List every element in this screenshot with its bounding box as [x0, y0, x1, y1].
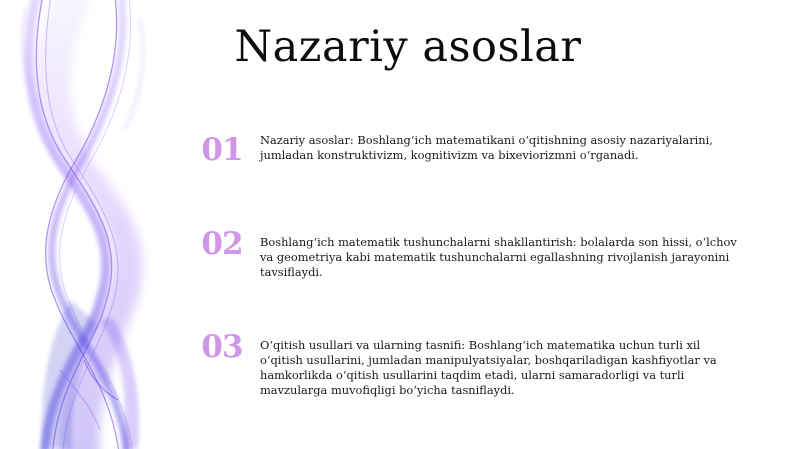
item-text: O‘qitish usullari va ularning tasnifi: Boshlang‘ich matematika uchun turli xil o‘qitish usullarini, jumladan manipulyatsiyalar, boshqariladigan kashfiyotlar va hamkorlikda o‘qitish usullarini taqdim etadi, ularni samaradorligi va turli mavzularga muvofiqligi bo‘yicha tasniflaydi.: [260, 338, 717, 397]
item-number: 01: [201, 132, 243, 168]
item-text: Nazariy asoslar: Boshlang‘ich matematikani o‘qitishning asosiy nazariyalarini, jumladan konstruktivizm, kognitivizm va bixeviorizmni o‘rganadi.: [260, 133, 713, 162]
slide-title-text: Nazariy asoslar: [234, 22, 582, 72]
item-number: 03: [201, 329, 243, 365]
slide-title: [0, 22, 800, 72]
item-text: Boshlang‘ich matematik tushunchalarni shakllantirish: bolalarda son hissi, o‘lchov va geometriya kabi matematik tushunchalarni egallashning rivojlanish jarayonini tavsiflaydi.: [260, 235, 737, 279]
item-number: 02: [201, 226, 243, 262]
